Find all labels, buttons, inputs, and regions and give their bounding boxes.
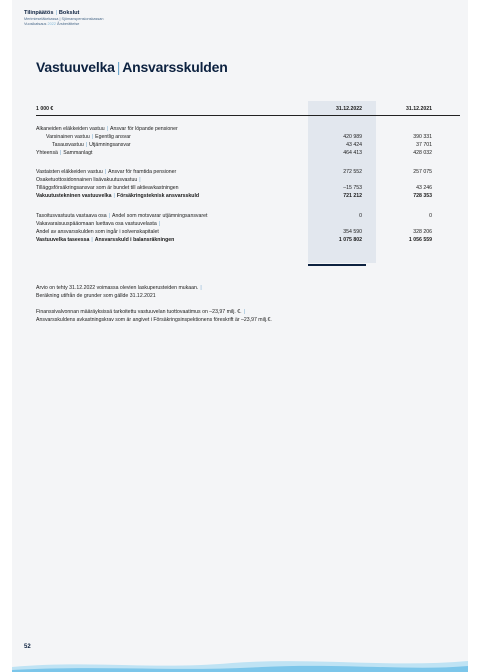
separator: | <box>113 193 115 199</box>
row-label-fi: Tasoitusvastuuta vastaava osa <box>36 213 107 219</box>
row-label-fi: Yhteensä <box>36 150 58 156</box>
row-label-fi: Tasausvastuu <box>52 142 84 148</box>
note-1-sv: Beräkning utifrån de grunder som gällde 31.12.2021 <box>36 293 156 299</box>
note-2-sv: Ansvarsskuldens avkastningskrav som är angivet i Försäkringsinspektionens föreskrift är –23,97 milj.€. <box>36 317 272 323</box>
page-title-sv: Ansvarsskulden <box>122 59 228 75</box>
row-label <box>36 168 176 176</box>
header-title-fi: Tilinpäätös <box>24 10 54 16</box>
separator: | <box>139 177 141 183</box>
page-number: 52 <box>24 644 31 650</box>
cell-2021: 1 056 559 <box>408 237 432 243</box>
table-row <box>36 168 460 176</box>
row-label-sv: Ansvar för löpande pensioner <box>110 126 178 132</box>
cell-2021: 37 701 <box>416 142 432 148</box>
page-title-fi: Vastuuvelka <box>36 59 115 75</box>
cell-2022: 354 590 <box>343 229 362 235</box>
separator: | <box>200 285 202 291</box>
page-title <box>36 59 228 75</box>
note-1 <box>36 284 204 300</box>
unit-header: 1 000 € <box>36 106 54 112</box>
table-row <box>36 125 460 133</box>
column-header-2021: 31.12.2021 <box>406 106 432 112</box>
cell-2021: 257 075 <box>413 169 432 175</box>
header-subtitle: Merimieseläkekassa | Sjömanspensionskassan <box>24 17 104 21</box>
separator: | <box>91 237 93 243</box>
header-year: 2022 <box>47 22 56 26</box>
row-label <box>36 176 143 184</box>
row-label <box>52 141 131 149</box>
header-rule <box>36 115 460 116</box>
row-label-sv: Sammanlagt <box>63 150 93 156</box>
footer-wave-decoration <box>12 656 468 672</box>
table-row <box>36 220 460 228</box>
header-sub-fi: Vuosikatsaus <box>24 22 47 26</box>
cell-2021: 390 331 <box>413 134 432 140</box>
table-row <box>36 228 460 236</box>
table-row <box>36 236 460 244</box>
row-label <box>36 236 174 244</box>
row-label <box>36 149 92 157</box>
row-label-sv: Ansvar för framtida pensioner <box>108 169 177 175</box>
row-label-fi: Vakuutustekninen vastuuvelka <box>36 193 112 199</box>
separator: | <box>59 150 62 156</box>
cell-2021: 0 <box>429 213 432 219</box>
table-row <box>36 176 460 184</box>
cell-2022: –15 753 <box>343 185 362 191</box>
row-label-sv: Försäkringsteknisk ansvarsskuld <box>116 193 200 199</box>
separator: | <box>55 10 57 16</box>
table-row <box>36 149 460 157</box>
page <box>12 0 468 672</box>
table-row <box>36 133 460 141</box>
note-text: Arvio on tehty 31.12.2022 voimassa olevien laskuperusteiden mukaan. <box>36 285 199 291</box>
row-label-sv: Egentlig ansvar <box>95 134 131 140</box>
cell-2022: 272 552 <box>343 169 362 175</box>
separator: | <box>243 309 245 315</box>
header-subtitle-2 <box>24 22 104 27</box>
row-label-sv: Ansvarsskuld i balansräkningen <box>94 237 175 243</box>
separator: | <box>108 213 111 219</box>
cell-2021: 728 353 <box>413 193 432 199</box>
note-text: Finanssivalvonnan määräyksissä tarkoitettu vastuuvelan tuottovaatimus on –23,97 milj. €. <box>36 309 242 315</box>
row-label <box>36 220 162 228</box>
row-label <box>36 192 199 200</box>
separator: | <box>91 134 94 140</box>
row-label <box>36 228 159 236</box>
row-label-sv: Utjämningsansvar <box>89 142 131 148</box>
cell-2022: 1 075 802 <box>338 237 362 243</box>
row-label-fi: Vakavaraisuuspääomaan luettava osa vastuuvelasta <box>36 221 157 227</box>
row-label-fi: Vastaisten eläkkeiden vastuu <box>36 169 103 175</box>
row-label <box>46 133 131 141</box>
cell-2022: 464 413 <box>343 150 362 156</box>
row-label-fi: Alkaneiden eläkkeiden vastuu <box>36 126 105 132</box>
header-title-sv: Bokslut <box>58 10 80 16</box>
separator: | <box>106 126 108 132</box>
separator: | <box>158 221 161 227</box>
note-2-fi <box>36 308 272 316</box>
cell-2021: 428 032 <box>413 150 432 156</box>
cell-2021: 43 246 <box>416 185 432 191</box>
separator: | <box>85 142 88 148</box>
separator: | <box>116 59 121 75</box>
table-end-rule <box>308 264 366 266</box>
header-sub-sv: Årsberättelse <box>57 22 80 26</box>
row-label-fi: Vastuuvelka taseessa <box>36 237 90 243</box>
row-label <box>36 212 207 220</box>
cell-2022: 721 212 <box>343 193 362 199</box>
cell-2022: 43 424 <box>346 142 362 148</box>
row-label <box>36 184 179 192</box>
row-label-sv: Andel som motsvarar utjämningsansvaret <box>112 213 208 219</box>
separator: | <box>104 169 107 175</box>
row-label-fi: Tilläggsförsäkringsansvar som är bundet till aktieavkastningen <box>36 185 179 191</box>
table-row <box>36 212 460 220</box>
table-row <box>36 192 460 200</box>
table-row <box>36 184 460 192</box>
cell-2022: 0 <box>359 213 362 219</box>
row-label-fi: Andel av ansvarsskulden som ingår i solvenskapitalet <box>36 229 159 235</box>
row-label-fi: Varsinainen vastuu <box>46 134 90 140</box>
running-header <box>24 10 104 27</box>
cell-2022: 420 989 <box>343 134 362 140</box>
header-title <box>24 10 104 17</box>
note-1-fi <box>36 284 204 292</box>
row-label-fi: Osaketuottosidonnainen lisävakuutusvastuu <box>36 177 138 183</box>
column-header-2022: 31.12.2022 <box>336 106 362 112</box>
table-row <box>36 141 460 149</box>
note-2 <box>36 308 272 324</box>
row-label <box>36 125 178 133</box>
cell-2021: 328 206 <box>413 229 432 235</box>
